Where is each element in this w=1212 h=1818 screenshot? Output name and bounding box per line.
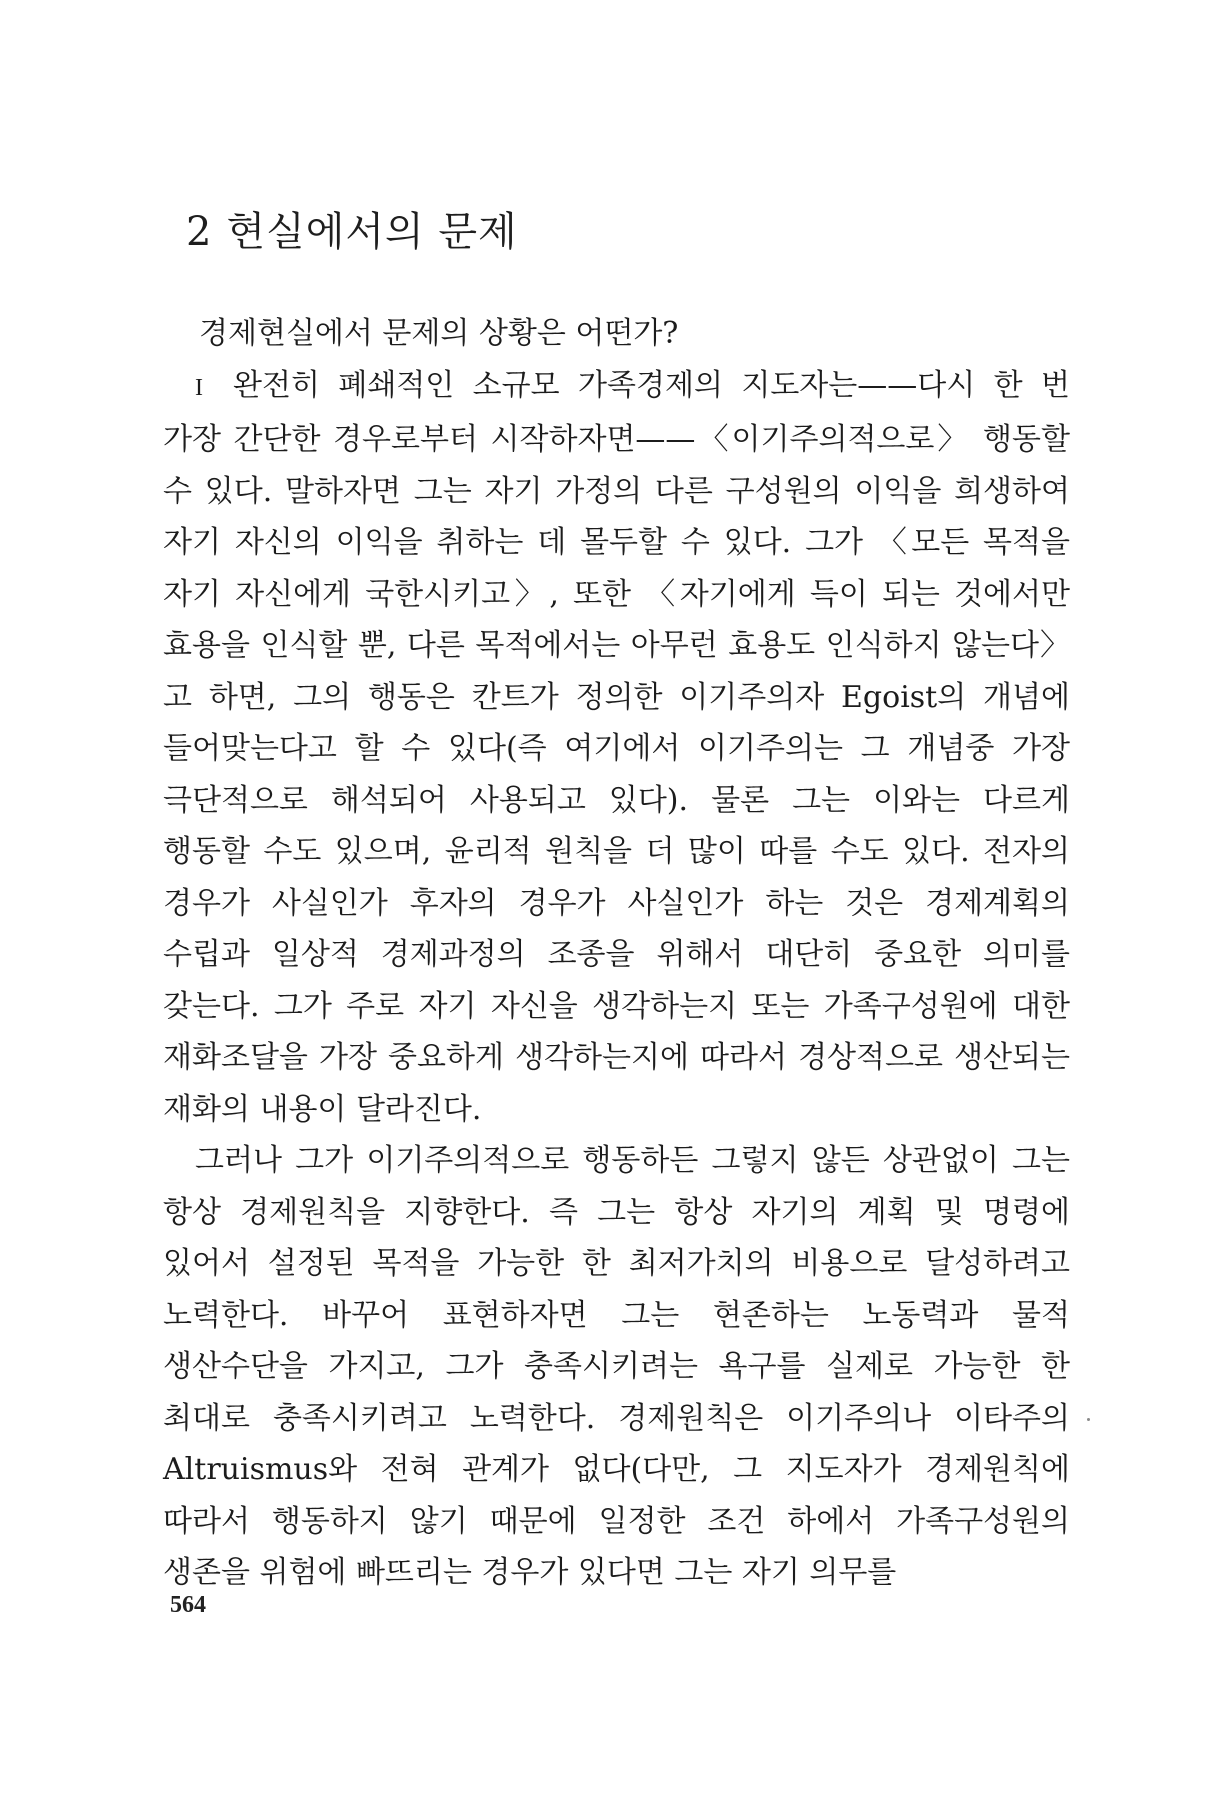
section-heading: [186, 200, 518, 257]
page-number: 564: [170, 1592, 206, 1618]
paragraph-2: [163, 1135, 1070, 1599]
paragraph-number: I: [195, 374, 203, 401]
opening-question: 경제현실에서 문제의 상황은 어떤가?: [199, 316, 679, 351]
section-number: 2: [186, 209, 213, 255]
paragraph-1-text: 완전히 폐쇄적인 소규모 가족경제의 지도자는——다시 한 번 가장 간단한 경우로부터 시작하자면——〈이기주의적으로〉 행동할 수 있다. 말하자면 그는 자기 가정의 다른 구성원의 이익을 희생하여 자기 자신의 이익을 취하는 데 몰두할 수 있다. 그가 〈모든 목적을 자기 자신에게 국한시키고〉, 또한 〈자기에게 득이 되는 것에서만 효용을 인식할 뿐, 다른 목적에서는 아무런 효용도 인식하지 않는다〉고 하면, 그의 행동은 칸트가 정의한 이기주의자 Egoist의 개념에 들어맞는다고 할 수 있다(즉 여기에서 이기주의는 그 개념중 가장 극단적으로 해석되어 사용되고 있다). 물론 그는 이와는 다르게 행동할 수도 있으며, 윤리적 원칙을 더 많이 따를 수도 있다. 전자의 경우가 사실인가 후자의 경우가 사실인가 하는 것은 경제계획의 수립과 일상적 경제과정의 조종을 위해서 대단히 중요한 의미를 갖는다. 그가 주로 자기 자신을 생각하는지 또는 가족구성원에 대한 재화조달을 가장 중요하게 생각하는지에 따라서 경상적으로 생산되는 재화의 내용이 달라진다.: [163, 367, 1070, 1127]
paragraph-1: [163, 360, 1070, 1136]
body-text: [163, 308, 1070, 1599]
section-title-text: 현실에서의 문제: [226, 209, 518, 255]
stray-ink-dot: [1087, 1418, 1090, 1421]
paragraph-2-text: 그러나 그가 이기주의적으로 행동하든 그렇지 않든 상관없이 그는 항상 경제원칙을 지향한다. 즉 그는 항상 자기의 계획 및 명령에 있어서 설정된 목적을 가능한 한 최저가치의 비용으로 달성하려고 노력한다. 바꾸어 표현하자면 그는 현존하는 노동력과 물적 생산수단을 가지고, 그가 충족시키려는 욕구를 실제로 가능한 한 최대로 충족시키려고 노력한다. 경제원칙은 이기주의나 이타주의 Altruismus와 전혀 관계가 없다(다만, 그 지도자가 경제원칙에 따라서 행동하지 않기 때문에 일정한 조건 하에서 가족구성원의 생존을 위험에 빠뜨리는 경우가 있다면 그는 자기 의무를: [163, 1143, 1070, 1590]
